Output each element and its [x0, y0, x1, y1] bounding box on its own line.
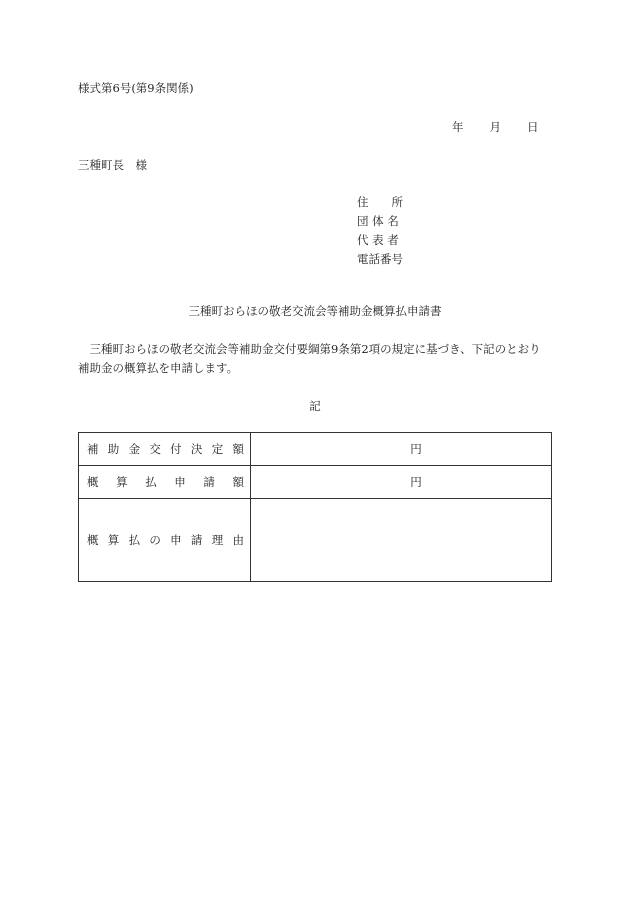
body-line-1: 三種町おらほの敬老交流会等補助金交付要綱第9条第2項の規定に基づき、下記のとおり — [89, 342, 541, 356]
label-text — [87, 532, 244, 548]
label-char: 補 — [87, 442, 99, 456]
document-title: 三種町おらほの敬老交流会等補助金概算払申請書 — [188, 304, 442, 318]
date-month: 月 — [489, 120, 501, 134]
label-char: 交 — [149, 442, 161, 456]
label-text — [87, 474, 244, 490]
phone-number-label: 電話番号 — [357, 252, 403, 266]
yen-unit: 円 — [410, 442, 422, 456]
label-char: 請 — [203, 475, 215, 489]
grant-decision-amount-label — [79, 433, 251, 466]
label-char: 定 — [211, 442, 224, 456]
label-char: 払 — [145, 475, 157, 489]
label-char: 額 — [232, 475, 244, 489]
form-number: 様式第6号(第9条関係) — [78, 81, 194, 95]
label-char: 理 — [211, 533, 224, 547]
date-day: 日 — [527, 120, 539, 134]
yen-unit: 円 — [410, 475, 422, 489]
label-char: 付 — [170, 442, 182, 456]
label-char: 助 — [107, 442, 120, 456]
address-label: 住 所 — [357, 195, 403, 209]
organization-name-label: 団 体 名 — [357, 214, 399, 228]
applicant-block — [357, 193, 403, 269]
advance-payment-amount-field[interactable] — [251, 466, 552, 499]
table-row — [79, 499, 552, 582]
date-line — [452, 119, 539, 135]
advance-payment-amount-label — [79, 466, 251, 499]
label-char: 金 — [128, 442, 141, 456]
advance-payment-reason-field[interactable] — [251, 499, 552, 582]
label-char: 由 — [232, 533, 244, 547]
label-char: 請 — [190, 533, 203, 547]
ki-heading: 記 — [309, 399, 321, 413]
label-char: 申 — [174, 475, 186, 489]
label-char: の — [149, 533, 161, 547]
grant-decision-amount-field[interactable] — [251, 433, 552, 466]
body-text — [78, 340, 553, 378]
representative-label: 代 表 者 — [357, 233, 399, 247]
label-text — [87, 441, 244, 457]
label-char: 概 — [87, 533, 99, 547]
advance-payment-reason-label — [79, 499, 251, 582]
table-row — [79, 466, 552, 499]
addressee: 三種町長 様 — [78, 158, 147, 172]
label-char: 払 — [128, 533, 141, 547]
table-row — [79, 433, 552, 466]
body-line-2: 補助金の概算払を申請します。 — [78, 361, 239, 375]
label-char: 申 — [170, 533, 182, 547]
label-char: 額 — [232, 442, 244, 456]
label-char: 算 — [107, 533, 120, 547]
date-year: 年 — [452, 120, 464, 134]
label-char: 決 — [190, 442, 203, 456]
application-table — [78, 432, 552, 582]
label-char: 算 — [116, 475, 128, 489]
label-char: 概 — [87, 475, 99, 489]
